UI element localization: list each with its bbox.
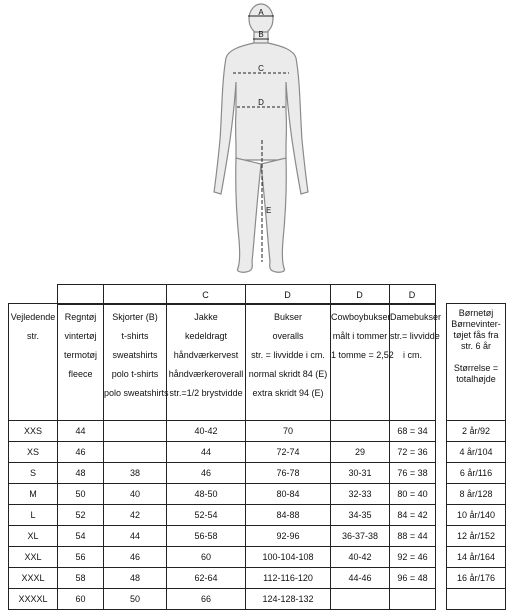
header-line: str. — [26, 331, 39, 341]
table-cell: 48 — [58, 463, 104, 484]
header-cell — [390, 304, 442, 421]
kids-size-table — [446, 303, 506, 610]
header-line: kedeldragt — [184, 331, 228, 341]
header-line: polo t-shirts — [111, 369, 159, 379]
table-cell: XXL — [9, 547, 58, 568]
label-e: E — [266, 206, 272, 215]
header-cell — [331, 304, 394, 421]
header-line: termotøj — [63, 350, 97, 360]
table-cell: 38 — [104, 463, 167, 484]
kids-table-cell: 8 år/128 — [447, 484, 506, 505]
table-cell: 96 = 48 — [390, 568, 436, 589]
header-line: håndværkervest — [173, 350, 239, 360]
table-cell: 52 — [58, 505, 104, 526]
header-cell — [167, 304, 246, 421]
table-cell: 60 — [58, 589, 104, 610]
header-line: målt i tommer — [332, 331, 388, 341]
header-cell — [9, 304, 58, 421]
table-cell: 48-50 — [167, 484, 246, 505]
kids-table-cell — [447, 589, 506, 610]
size-table-body — [9, 421, 436, 610]
kids-table-cell: 16 år/176 — [447, 568, 506, 589]
kids-table-cell: 12 år/152 — [447, 526, 506, 547]
table-cell: 29 — [331, 442, 390, 463]
table-cell: 76 = 38 — [390, 463, 436, 484]
table-cell: 62-64 — [167, 568, 246, 589]
kids-table-cell: 4 år/104 — [447, 442, 506, 463]
header-line: extra skridt 94 (E) — [252, 388, 324, 398]
header-line: 1 tomme = 2,52 — [331, 350, 394, 360]
kids-table-cell: 14 år/164 — [447, 547, 506, 568]
kids-table-body — [447, 421, 506, 610]
table-cell: 32-33 — [331, 484, 390, 505]
left-leg — [236, 158, 261, 272]
table-cell — [104, 421, 167, 442]
table-row — [9, 526, 436, 547]
table-cell: XL — [9, 526, 58, 547]
table-row — [9, 547, 436, 568]
table-cell: 56-58 — [167, 526, 246, 547]
kids-header-line: totalhøjde — [456, 374, 496, 384]
table-cell: 44 — [167, 442, 246, 463]
table-row — [9, 484, 436, 505]
table-cell: 112-116-120 — [246, 568, 331, 589]
table-cell: M — [9, 484, 58, 505]
table-row — [9, 421, 436, 442]
size-table-header — [9, 304, 436, 421]
right-leg — [261, 158, 286, 272]
header-line: sweatshirts — [112, 350, 158, 360]
label-c: C — [258, 64, 264, 73]
table-cell: XXS — [9, 421, 58, 442]
header-line: overalls — [272, 331, 304, 341]
table-cell: 48 — [104, 568, 167, 589]
header-line: polo sweatshirts — [104, 388, 169, 398]
kids-table-row — [447, 526, 506, 547]
table-cell: 44 — [104, 526, 167, 547]
table-cell: 84 = 42 — [390, 505, 436, 526]
header-line: str. = livvidde i cm. — [251, 350, 325, 360]
measurement-letter-row — [8, 284, 436, 305]
table-cell — [390, 589, 436, 610]
letter-cell: D — [389, 285, 435, 305]
header-line: Damebukser — [390, 312, 442, 322]
header-cell — [104, 304, 167, 421]
table-cell: 36-37-38 — [331, 526, 390, 547]
table-cell: 50 — [104, 589, 167, 610]
kids-table-header — [447, 304, 506, 421]
table-cell: 66 — [167, 589, 246, 610]
table-cell: 44 — [58, 421, 104, 442]
header-cell — [58, 304, 104, 421]
kids-table-row — [447, 463, 506, 484]
table-cell: 30-31 — [331, 463, 390, 484]
label-b: B — [258, 30, 264, 39]
table-cell: 92-96 — [246, 526, 331, 547]
kids-table-row — [447, 442, 506, 463]
letter-cell: D — [330, 285, 389, 305]
header-line: str.= livvidde — [390, 331, 440, 341]
kids-header-line: Børnevinter- — [451, 319, 501, 329]
header-line: håndværkeroverall — [168, 369, 244, 379]
kids-table-row — [447, 484, 506, 505]
kids-header-line: str. 6 år — [460, 341, 491, 351]
kids-table-row — [447, 505, 506, 526]
header-line: i cm. — [403, 350, 422, 360]
size-table — [8, 303, 442, 610]
table-cell: XXXL — [9, 568, 58, 589]
kids-table-cell: 2 år/92 — [447, 421, 506, 442]
table-cell: 44-46 — [331, 568, 390, 589]
table-cell: 80-84 — [246, 484, 331, 505]
table-cell: 60 — [167, 547, 246, 568]
kids-header-line: Børnetøj — [458, 308, 494, 318]
kids-table-cell: 6 år/116 — [447, 463, 506, 484]
table-cell: 46 — [167, 463, 246, 484]
table-row — [9, 568, 436, 589]
kids-table-row — [447, 547, 506, 568]
table-cell: 42 — [104, 505, 167, 526]
table-cell: 46 — [104, 547, 167, 568]
letter-cell-empty — [8, 285, 57, 305]
table-cell: 72 = 36 — [390, 442, 436, 463]
header-line: t-shirts — [121, 331, 149, 341]
kids-header-line — [447, 352, 505, 363]
table-row — [9, 505, 436, 526]
header-line: Bukser — [273, 312, 302, 322]
table-cell: 88 = 44 — [390, 526, 436, 547]
table-cell: 84-88 — [246, 505, 331, 526]
table-cell: XS — [9, 442, 58, 463]
table-row — [9, 589, 436, 610]
table-cell: 34-35 — [331, 505, 390, 526]
table-cell: 68 = 34 — [390, 421, 436, 442]
table-cell: 46 — [58, 442, 104, 463]
header-line: fleece — [68, 369, 93, 379]
table-cell: 52-54 — [167, 505, 246, 526]
table-cell — [331, 589, 390, 610]
letter-cell — [57, 285, 103, 305]
header-line: normal skridt 84 (E) — [248, 369, 328, 379]
table-cell: 58 — [58, 568, 104, 589]
table-cell: 100-104-108 — [246, 547, 331, 568]
table-row — [9, 463, 436, 484]
kids-header-line: Størrelse = — [453, 363, 499, 373]
table-cell: 56 — [58, 547, 104, 568]
kids-table-row — [447, 421, 506, 442]
table-cell: 92 = 46 — [390, 547, 436, 568]
table-cell: 54 — [58, 526, 104, 547]
label-a: A — [258, 8, 264, 17]
table-cell: 124-128-132 — [246, 589, 331, 610]
header-cell — [246, 304, 331, 421]
kids-header-line: tøjet fås fra — [453, 330, 499, 340]
body-measurement-figure — [0, 0, 513, 278]
label-d: D — [258, 98, 264, 107]
header-line: str.=1/2 brystvidde — [169, 388, 243, 398]
kids-table-row — [447, 568, 506, 589]
table-cell: 80 = 40 — [390, 484, 436, 505]
table-cell: S — [9, 463, 58, 484]
table-cell: 40-42 — [167, 421, 246, 442]
letter-cell: C — [166, 285, 245, 305]
table-cell: 72-74 — [246, 442, 331, 463]
table-cell — [331, 421, 390, 442]
body-silhouette — [214, 4, 308, 272]
table-cell: 40 — [104, 484, 167, 505]
header-line: Skjorter (B) — [112, 312, 158, 322]
table-cell: XXXXL — [9, 589, 58, 610]
header-line: Cowboybukser — [331, 312, 391, 322]
header-line: Vejledende — [10, 312, 56, 322]
kids-table-row — [447, 589, 506, 610]
letter-cell — [103, 285, 166, 305]
table-cell: 50 — [58, 484, 104, 505]
table-row — [9, 442, 436, 463]
header-line: Regntøj — [64, 312, 97, 322]
table-cell: 40-42 — [331, 547, 390, 568]
kids-header-cell — [447, 304, 506, 421]
table-cell: 76-78 — [246, 463, 331, 484]
letter-cell: D — [245, 285, 330, 305]
table-cell: 70 — [246, 421, 331, 442]
header-line: Jakke — [194, 312, 218, 322]
table-cell: L — [9, 505, 58, 526]
table-cell — [104, 442, 167, 463]
header-line: vintertøj — [64, 331, 97, 341]
kids-table-cell: 10 år/140 — [447, 505, 506, 526]
